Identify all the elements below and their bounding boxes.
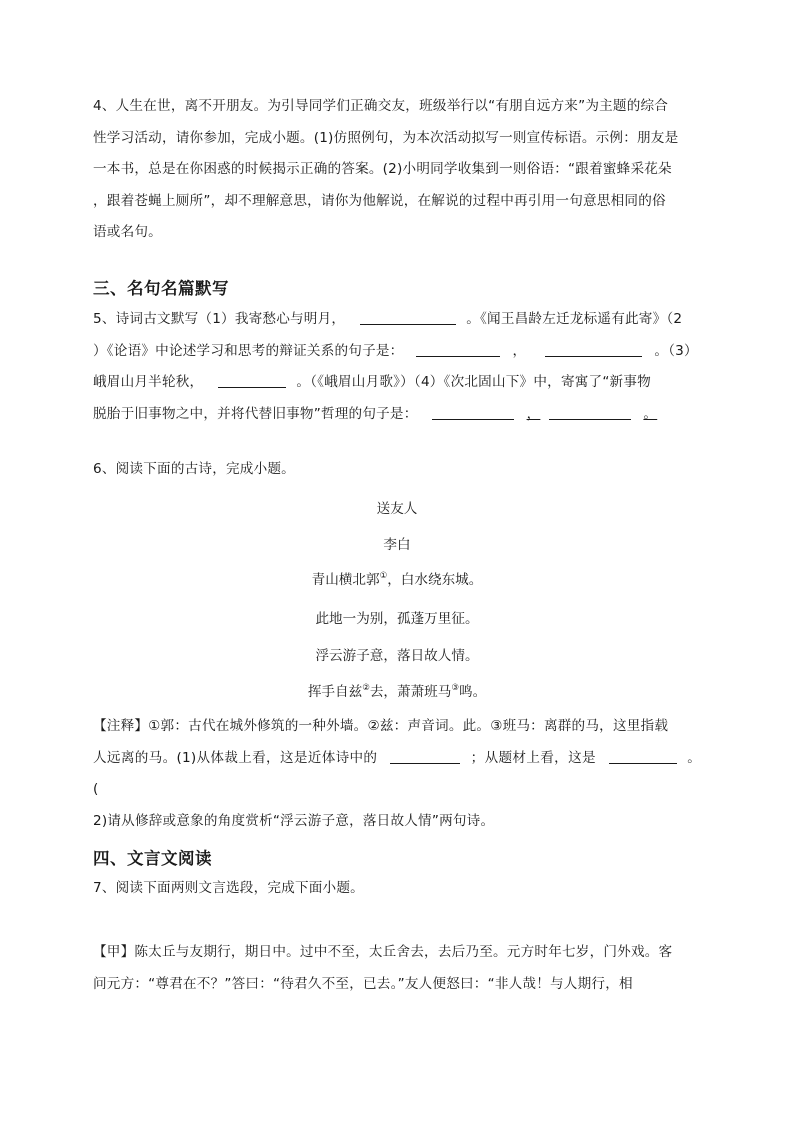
q6-text: ；从题材上看，这是 (470, 749, 596, 766)
poem-text: 鸣。 (459, 684, 487, 700)
footnote-mark: ③ (451, 683, 459, 693)
q7-intro: 7、阅读下面两则文言选段，完成下面小题。 (93, 880, 364, 896)
section-3-heading: 三、名句名篇默写 (93, 279, 229, 298)
answer-blank-5[interactable] (432, 405, 514, 420)
question-4 (93, 91, 701, 249)
answer-blank-4[interactable] (218, 373, 286, 388)
poem-author: 李白 (383, 537, 411, 553)
q6-intro: 6、阅读下面的古诗，完成小题。 (93, 461, 295, 477)
q5-line-2 (93, 336, 701, 368)
q4-line-3: 一本书，总是在你困惑的时候揭示正确的答案。(2)小明同学收集到一则俗语：“跟着蜜蜂采花朵 (93, 161, 672, 177)
section-4-heading: 四、文言文阅读 (93, 849, 212, 868)
poem-text: ，白水绕东城。 (387, 572, 483, 588)
poem-title: 送友人 (376, 501, 418, 517)
q4-line-1: 4、人生在世，离不开朋友。为引导同学们正确交友，班级举行以“有朋自远方来”为主题的综合 (93, 98, 669, 114)
answer-blank-7[interactable] (390, 749, 460, 764)
q5-text: ， (512, 342, 527, 359)
q5-line-1 (93, 304, 701, 336)
footnote-mark: ② (362, 683, 370, 693)
poem-text: 挥手自兹 (307, 684, 363, 700)
q6-text: 。( (93, 749, 702, 797)
answer-blank-1[interactable] (360, 310, 456, 325)
footnote-mark: ① (379, 571, 388, 581)
poem-line-1 (93, 568, 701, 588)
q5-text: ）《论语》中论述学习和思考的辩证关系的句子是： (93, 342, 404, 359)
passage-line-2: 问元方：“尊君在不？”答曰：“待君久不至，已去。”友人便怒曰：“非人哉！与人期行，相 (93, 975, 633, 992)
q6-note-line-3: 2)请从修辞或意象的角度赏析“浮云游子意，落日故人情”两句诗。 (93, 812, 495, 829)
q5-line-4 (93, 399, 701, 431)
answer-blank-8[interactable] (609, 749, 677, 764)
q5-text: 。（《峨眉山月歌》）（4）《次北固山下》中，寄寓了“新事物 (296, 374, 651, 390)
question-5 (93, 304, 701, 430)
q5-text: 。（3） (654, 342, 698, 359)
poem-text: 去，萧萧班马 (369, 684, 452, 700)
poem-line-2: 此地一为别，孤蓬万里征。 (315, 611, 479, 627)
q4-line-2: 性学习活动，请你参加，完成小题。(1)仿照例句，为本次活动拟写一则宣传标语。示例：朋友是 (93, 129, 679, 146)
q6-note-line-2 (93, 743, 701, 806)
poem-text: 青山横北郭 (311, 572, 380, 588)
q5-line-3 (93, 367, 701, 399)
q7-passage-jia (93, 937, 701, 1000)
q5-text: 峨眉山月半轮秋， (93, 374, 204, 390)
q5-text: 。《闻王昌龄左迁龙标遥有此寄》（2 (466, 311, 683, 327)
q6-note-line-1: 【注释】①郭：古代在城外修筑的一种外墙。②兹：声音词。此。③班马：离群的马，这里指载 (93, 718, 669, 734)
poem-line-3: 浮云游子意，落日故人情。 (315, 648, 479, 664)
q5-text: ， (526, 405, 541, 422)
poem-line-4 (93, 680, 701, 700)
answer-blank-2[interactable] (416, 342, 500, 357)
q5-text: 5、诗词古文默写（1）我寄愁心与明月， (93, 311, 346, 327)
q5-text: 脱胎于旧事物之中，并将代替旧事物”哲理的句子是： (93, 405, 418, 422)
q4-line-5: 语或名句。 (93, 224, 162, 240)
answer-blank-3[interactable] (545, 342, 642, 357)
answer-blank-6[interactable] (549, 405, 631, 420)
q5-text: 。 (643, 405, 658, 422)
q6-notes (93, 711, 701, 837)
q6-text: 人远离的马。(1)从体裁上看，这是近体诗中的 (93, 749, 378, 766)
passage-line-1: 【甲】陈太丘与友期行，期日中。过中不至，太丘舍去，去后乃至。元方时年七岁，门外戏。客 (93, 944, 673, 960)
q4-line-4: ，跟着苍蝇上厕所”，却不理解意思，请你为他解说，在解说的过程中再引用一句意思相同的俗 (93, 192, 666, 209)
